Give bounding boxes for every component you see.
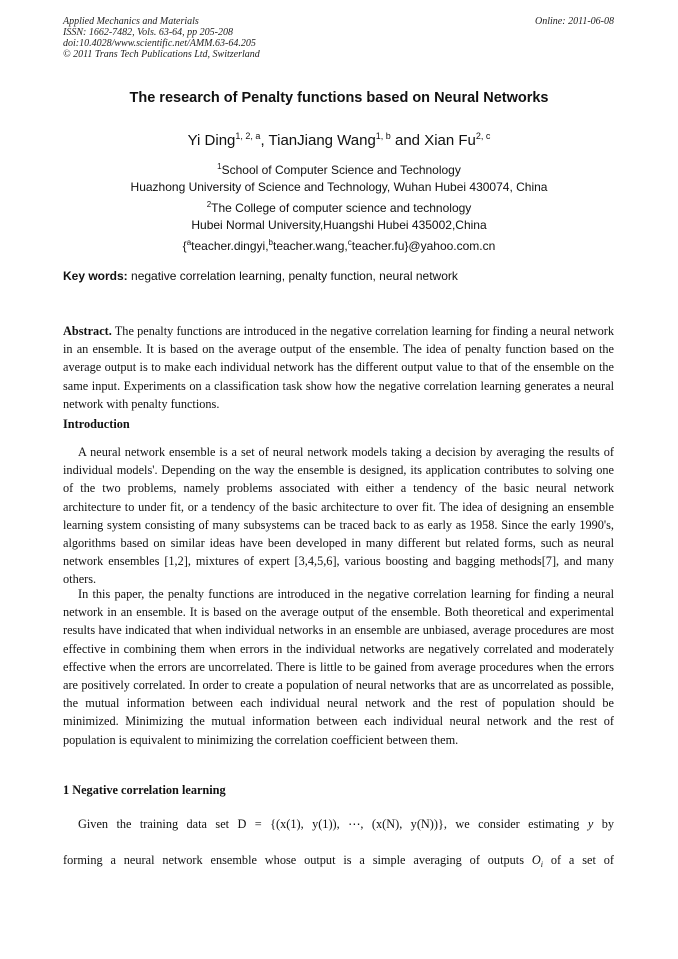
introduction-paragraph-1: A neural network ensemble is a set of neural network models taking a decision by averaging the results of individual models'. Depending on the way the ensemble is designed, its application contributes to solving one of the two problems, namely problems associated with either a tendency of the basic neural network architecture to under fit, or a tendency of the basic architecture to over fit. The idea of designing an ensemble learning system consisting of many subsystems can be traced back to as early as 1958. Since the early 1990's, algorithms based on similar ideas have been developed in many different but related forms, such as neural network ensembles [1,2], mixtures of expert [3,4,5,6], various boosting and bagging methods[7], and many others. (63, 445, 614, 587)
affil-marker: 1 (217, 162, 222, 171)
email-brace: { (182, 239, 187, 253)
email-3: teacher.fu}@yahoo.com.cn (351, 239, 496, 253)
target-variable: y (587, 817, 594, 831)
author-2: TianJiang Wang (268, 132, 376, 149)
keywords-text: negative correlation learning, penalty function, neural network (127, 269, 458, 283)
copyright-line: © 2011 Trans Tech Publications Ltd, Switzerland (63, 49, 260, 60)
abstract (63, 322, 614, 413)
abstract-text: The penalty functions are introduced in the negative correlation learning for finding a neural network in an ensemble. It is based on the average output of the ensemble. The idea of penalty function based on the average output is to make each individual network has the different output value to that of the ensemble on the same input. Experiments on a classification task show how the negative correlation learning generates a neural network with penalty functions. (63, 324, 614, 411)
output-variable: O (531, 853, 541, 867)
journal-header (63, 16, 260, 60)
affiliation-2-university: Hubei Normal University,Huangshi Hubei 435002,China (191, 218, 487, 232)
doi-line: doi:10.4028/www.scientific.net/AMM.63-64.205 (63, 38, 256, 49)
dataset-formula: D = {(x(1), y(1)), ⋯, (x(N), y(N))} (237, 817, 444, 831)
introduction-paragraph-2: In this paper, the penalty functions are introduced in the negative correlation learning for finding a neural network in an ensemble. It is based on the average output of the ensemble. Both theoretical and experimental results have indicated that when individual networks in an ensemble are unbiased, average procedures are most effective in combining them when errors in the individual networks are negatively correlated and moderately effective when the errors are uncorrelated. There is little to be gained from average procedures when the errors are positively correlated. In order to create a population of neural networks that are as uncorrelated as possible, the mutual information between each individual neural network and the rest of population should be minimized. Minimizing the mutual information between each individual neural network and the rest of population is equivalent to minimizing the correlation coefficient between them. (63, 587, 614, 747)
affil-text: The College of computer science and technology (211, 201, 472, 215)
email-marker: c (347, 238, 352, 247)
forming-line (63, 851, 614, 875)
keywords (63, 269, 458, 283)
journal-name: Applied Mechanics and Materials (63, 16, 199, 27)
keywords-label: Key words: (63, 269, 128, 283)
author-3-affil: 2, c (475, 131, 491, 141)
forming-end: of a set of (542, 853, 614, 867)
author-2-affil: 1, b (375, 131, 391, 141)
email-line (0, 234, 678, 255)
email-marker: b (268, 238, 273, 247)
given-prefix: Given the training data set (78, 817, 238, 831)
given-suffix: , we consider estimating (443, 817, 588, 831)
output-subscript: i (540, 860, 543, 870)
online-date: Online: 2011-06-08 (535, 16, 614, 27)
affil-text: School of Computer Science and Technology (221, 163, 461, 177)
affiliations (0, 158, 678, 255)
affiliation-1-university: Huazhong University of Science and Technology, Wuhan Hubei 430074, China (130, 180, 548, 194)
author-3: Xian Fu (424, 132, 476, 149)
author-1-affil: 1, 2, a (235, 131, 261, 141)
section-1-heading: 1 Negative correlation learning (63, 783, 226, 797)
author-1: Yi Ding (187, 132, 236, 149)
author-sep: , (260, 132, 269, 149)
given-line (63, 815, 614, 833)
issn-line: ISSN: 1662-7482, Vols. 63-64, pp 205-208 (63, 27, 233, 38)
introduction-heading: Introduction (63, 417, 130, 431)
email-2: teacher.wang, (272, 239, 348, 253)
given-end: by (593, 817, 614, 831)
email-marker: a (186, 238, 192, 247)
affiliation-2 (0, 196, 678, 217)
author-sep: and (390, 132, 425, 149)
affil-marker: 2 (206, 200, 212, 209)
author-line (0, 131, 678, 149)
paper-title: The research of Penalty functions based on Neural Networks (129, 90, 549, 106)
email-1: teacher.dingyi, (191, 239, 269, 253)
abstract-label: Abstract. (63, 324, 112, 338)
affiliation-1 (0, 158, 678, 179)
forming-prefix: forming a neural network ensemble whose output is a simple averaging of outputs (63, 853, 532, 867)
